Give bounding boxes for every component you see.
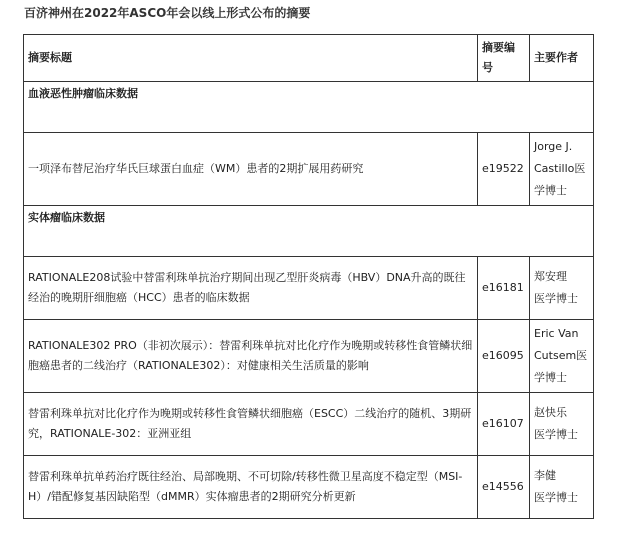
- section-row-solid-tumor: [24, 206, 594, 257]
- author-degree: 医学博士: [534, 292, 578, 305]
- table-row: [24, 456, 594, 519]
- section-row-hematology: [24, 82, 594, 133]
- abstract-no-cell: e14556: [478, 456, 530, 519]
- table-row: [24, 257, 594, 320]
- author-name: 郑安理: [534, 270, 567, 283]
- author-cell: Jorge J. Castillo医学博士: [530, 133, 594, 206]
- abstract-title-cell: RATIONALE208试验中替雷利珠单抗治疗期间出现乙型肝炎病毒（HBV）DNA升高的既往经治的晚期肝细胞癌（HCC）患者的临床数据: [24, 257, 478, 320]
- header-author: 主要作者: [530, 35, 594, 82]
- abstracts-table: [23, 34, 594, 519]
- author-cell: [530, 393, 594, 456]
- section-title: 血液恶性肿瘤临床数据: [24, 82, 594, 133]
- table-row: [24, 133, 594, 206]
- abstract-no-cell: e16095: [478, 320, 530, 393]
- table-row: [24, 393, 594, 456]
- table-row: [24, 320, 594, 393]
- header-abstract-title: 摘要标题: [24, 35, 478, 82]
- author-cell: [530, 456, 594, 519]
- author-cell: [530, 257, 594, 320]
- author-name: 李健: [534, 469, 556, 482]
- abstract-title-cell: 替雷利珠单抗对比化疗作为晚期或转移性食管鳞状细胞癌（ESCC）二线治疗的随机、3期研究，RATIONALE-302：亚洲亚组: [24, 393, 478, 456]
- table-header-row: [24, 35, 594, 82]
- header-abstract-no: 摘要编号: [478, 35, 530, 82]
- abstract-title-cell: 一项泽布替尼治疗华氏巨球蛋白血症（WM）患者的2期扩展用药研究: [24, 133, 478, 206]
- author-degree: 医学博士: [534, 491, 578, 504]
- abstract-no-cell: e16181: [478, 257, 530, 320]
- abstract-no-cell: e16107: [478, 393, 530, 456]
- section-title: 实体瘤临床数据: [24, 206, 594, 257]
- abstract-title-cell: RATIONALE302 PRO（非初次展示）：替雷利珠单抗对比化疗作为晚期或转移性食管鳞状细胞癌患者的二线治疗（RATIONALE302）：对健康相关生活质量的影响: [24, 320, 478, 393]
- page-title: 百济神州在2022年ASCO年会以线上形式公布的摘要: [24, 6, 311, 20]
- abstract-title-cell: 替雷利珠单抗单药治疗既往经治、局部晚期、不可切除/转移性微卫星高度不稳定型（MSI-H）/错配修复基因缺陷型（dMMR）实体瘤患者的2期研究分析更新: [24, 456, 478, 519]
- author-cell: Eric Van Cutsem医学博士: [530, 320, 594, 393]
- author-degree: 医学博士: [534, 428, 578, 441]
- author-name: 赵快乐: [534, 406, 567, 419]
- abstract-no-cell: e19522: [478, 133, 530, 206]
